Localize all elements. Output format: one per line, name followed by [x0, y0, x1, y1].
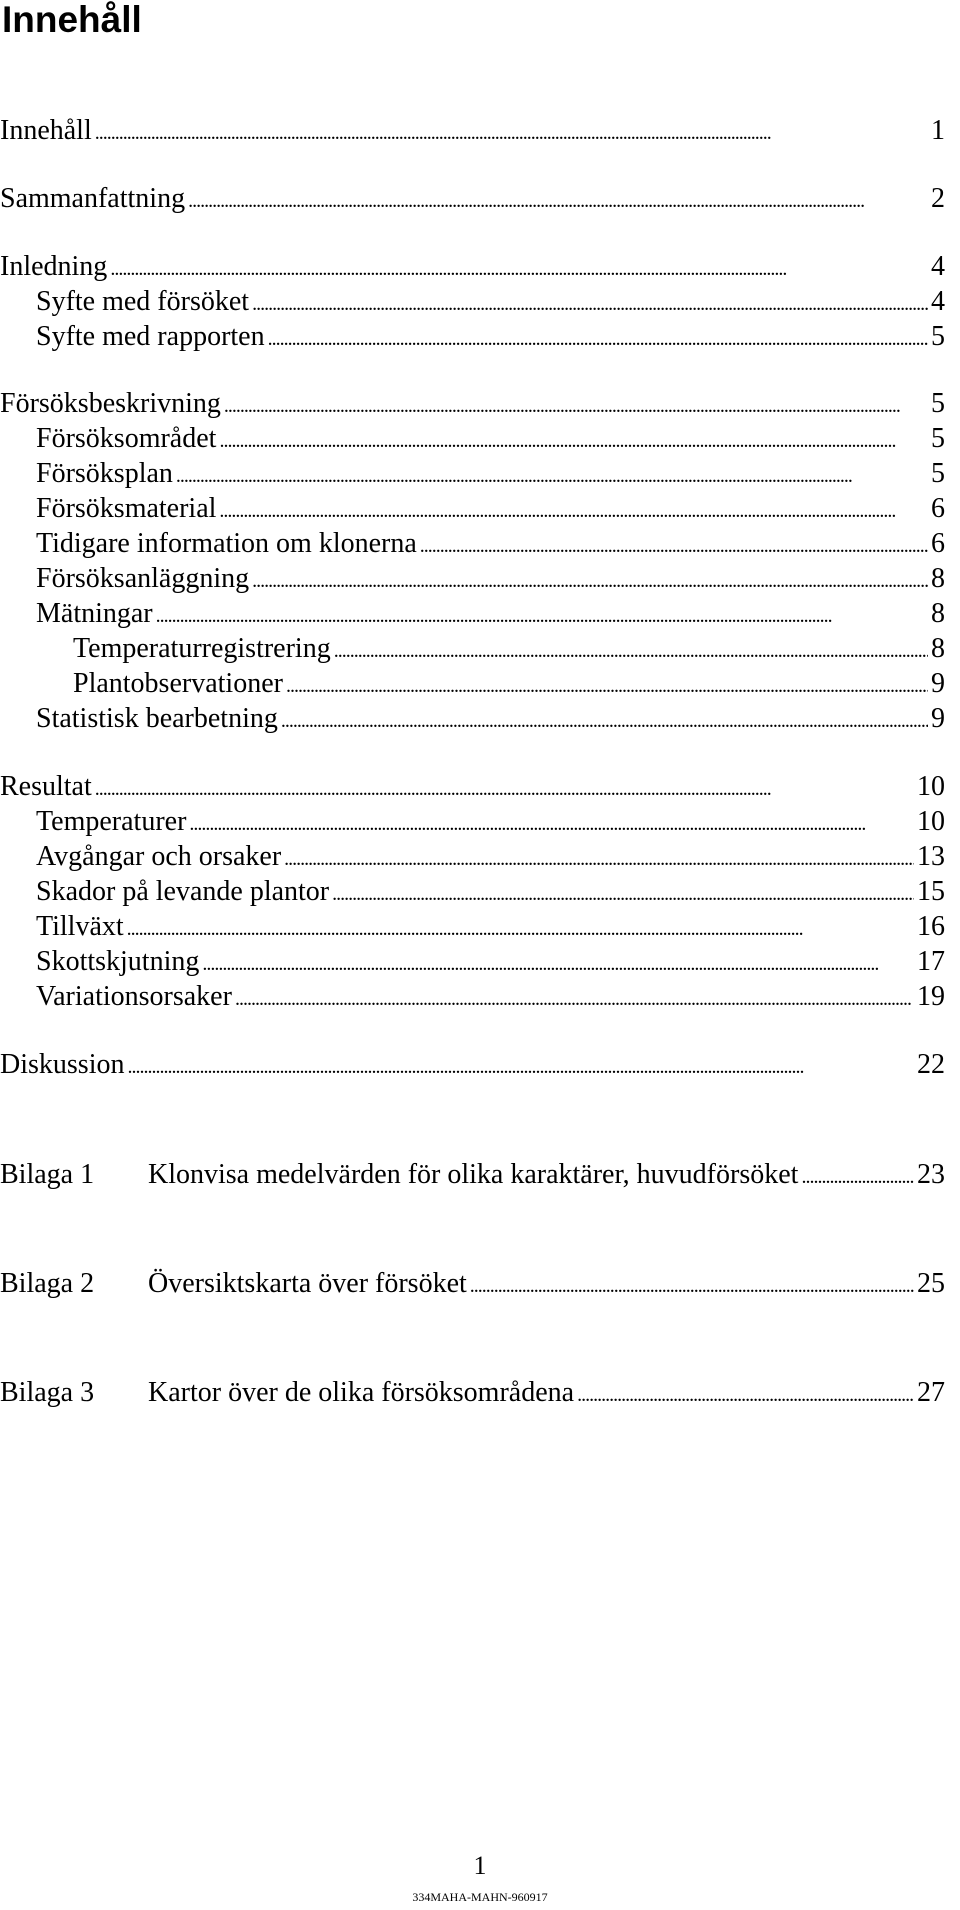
dot-leader	[219, 423, 928, 457]
toc-entry-label: Avgångar och orsaker	[36, 841, 282, 872]
dot-leader	[235, 981, 914, 1015]
toc-entry-diskussion[interactable]	[0, 1049, 945, 1083]
toc-entry-page: 4	[931, 286, 945, 317]
toc-entry-page: 13	[917, 841, 945, 872]
appendix-code: Bilaga 3	[0, 1377, 95, 1408]
toc-entry-page: 6	[931, 493, 945, 524]
dot-leader	[219, 493, 928, 527]
toc-entry-label: Försöksanläggning	[36, 563, 250, 594]
toc-entry-label: Syfte med försöket	[36, 286, 250, 317]
toc-entry-label: Skottskjutning	[36, 946, 200, 977]
toc-entry-page: 19	[917, 981, 945, 1012]
toc-entry-page: 5	[931, 388, 945, 419]
dot-leader	[127, 1049, 914, 1083]
toc-entry-sammanfattning[interactable]	[0, 183, 945, 217]
appendix-code: Bilaga 2	[0, 1268, 95, 1299]
toc-entry-variationsorsaker[interactable]	[36, 981, 945, 1015]
toc-entry-label: Diskussion	[0, 1049, 125, 1080]
dot-leader	[110, 251, 928, 285]
dot-leader	[281, 703, 928, 737]
appendix-page: 27	[917, 1377, 945, 1408]
toc-entry-innehall[interactable]	[0, 115, 945, 149]
toc-entry-forsoksanlaggning[interactable]	[36, 563, 945, 597]
dot-leader	[268, 321, 928, 355]
toc-entry-syfte-forsoket[interactable]	[36, 286, 945, 320]
appendix-label: Översiktskarta över försöket	[148, 1268, 467, 1299]
toc-entry-label: Syfte med rapporten	[36, 321, 265, 352]
toc-entry-page: 15	[917, 876, 945, 907]
toc-entry-skottskjutning[interactable]	[36, 946, 945, 980]
dot-leader	[334, 633, 928, 667]
toc-entry-avgangar[interactable]	[36, 841, 945, 875]
dot-leader	[801, 1159, 914, 1193]
document-code: 334MAHA-MAHN-960917	[412, 1890, 548, 1904]
appendix-label: Kartor över de olika försöksområdena	[148, 1377, 575, 1408]
toc-entry-forsoksmaterial[interactable]	[36, 493, 945, 527]
dot-leader	[252, 563, 928, 597]
toc-entry-page: 6	[931, 528, 945, 559]
dot-leader	[156, 598, 928, 632]
toc-entry-label: Tidigare information om klonerna	[36, 528, 417, 559]
toc-entry-page: 10	[917, 806, 945, 837]
dot-leader	[224, 388, 928, 422]
dot-leader	[332, 876, 914, 910]
appendix-label: Klonvisa medelvärden för olika karaktärer, huvudförsöket	[148, 1159, 799, 1190]
dot-leader	[189, 806, 914, 840]
dot-leader	[127, 911, 914, 945]
toc-entry-forsoksomradet[interactable]	[36, 423, 945, 457]
dot-leader	[252, 286, 928, 320]
dot-leader	[284, 841, 914, 875]
toc-entry-inledning[interactable]	[0, 251, 945, 285]
toc-appendix-3[interactable]	[0, 1377, 945, 1411]
toc-entry-page: 5	[931, 423, 945, 454]
toc-entry-page: 16	[917, 911, 945, 942]
toc-entry-label: Inledning	[0, 251, 108, 282]
dot-leader	[176, 458, 928, 492]
toc-entry-page: 2	[931, 183, 945, 214]
toc-entry-label: Skador på levande plantor	[36, 876, 330, 907]
dot-leader	[420, 528, 928, 562]
toc-entry-page: 5	[931, 458, 945, 489]
dot-leader	[286, 668, 928, 702]
dot-leader	[202, 946, 914, 980]
toc-entry-page: 5	[931, 321, 945, 352]
toc-entry-tillvaxt[interactable]	[36, 911, 945, 945]
toc-entry-temperaturregistrering[interactable]	[73, 633, 945, 667]
toc-entry-resultat[interactable]	[0, 771, 945, 805]
toc-entry-label: Sammanfattning	[0, 183, 186, 214]
toc-entry-page: 10	[917, 771, 945, 802]
toc-entry-statistisk-bearbetning[interactable]	[36, 703, 945, 737]
toc-entry-syfte-rapporten[interactable]	[36, 321, 945, 355]
toc-entry-label: Temperaturregistrering	[73, 633, 331, 664]
toc-entry-label: Temperaturer	[36, 806, 187, 837]
toc-entry-label: Mätningar	[36, 598, 153, 629]
toc-appendix-2[interactable]	[0, 1268, 945, 1302]
toc-entry-label: Försöksmaterial	[36, 493, 217, 524]
toc-entry-page: 8	[931, 598, 945, 629]
toc-entry-label: Statistisk bearbetning	[36, 703, 278, 734]
toc-entry-label: Försöksbeskrivning	[0, 388, 221, 419]
appendix-page: 25	[917, 1268, 945, 1299]
page-number: 1	[473, 1851, 487, 1880]
toc-appendix-1[interactable]	[0, 1159, 945, 1193]
dot-leader	[95, 771, 914, 805]
toc-entry-label: Försöksplan	[36, 458, 173, 489]
toc-entry-page: 17	[917, 946, 945, 977]
appendix-code: Bilaga 1	[0, 1159, 95, 1190]
toc-entry-matningar[interactable]	[36, 598, 945, 632]
toc-entry-label: Försöksområdet	[36, 423, 217, 454]
toc-entry-page: 9	[931, 703, 945, 734]
toc-entry-skador[interactable]	[36, 876, 945, 910]
appendix-page: 23	[917, 1159, 945, 1190]
toc-entry-forsoksbeskrivning[interactable]	[0, 388, 945, 422]
dot-leader	[470, 1268, 914, 1302]
toc-entry-label: Innehåll	[0, 115, 92, 146]
toc-entry-tidigare-information[interactable]	[36, 528, 945, 562]
toc-entry-label: Variationsorsaker	[36, 981, 232, 1012]
dot-leader	[188, 183, 928, 217]
page-title: Innehåll	[2, 0, 142, 40]
toc-entry-page: 4	[931, 251, 945, 282]
toc-entry-page: 9	[931, 668, 945, 699]
dot-leader	[577, 1377, 914, 1411]
toc-entry-forsoksplan[interactable]	[36, 458, 945, 492]
toc-entry-page: 1	[931, 115, 945, 146]
dot-leader	[95, 115, 928, 149]
toc-entry-temperaturer[interactable]	[36, 806, 945, 840]
toc-entry-plantobservationer[interactable]	[73, 668, 945, 702]
toc-entry-page: 22	[917, 1049, 945, 1080]
toc-entry-label: Resultat	[0, 771, 92, 802]
toc-entry-label: Plantobservationer	[73, 668, 283, 699]
toc-entry-label: Tillväxt	[36, 911, 124, 942]
toc-entry-page: 8	[931, 563, 945, 594]
toc-entry-page: 8	[931, 633, 945, 664]
